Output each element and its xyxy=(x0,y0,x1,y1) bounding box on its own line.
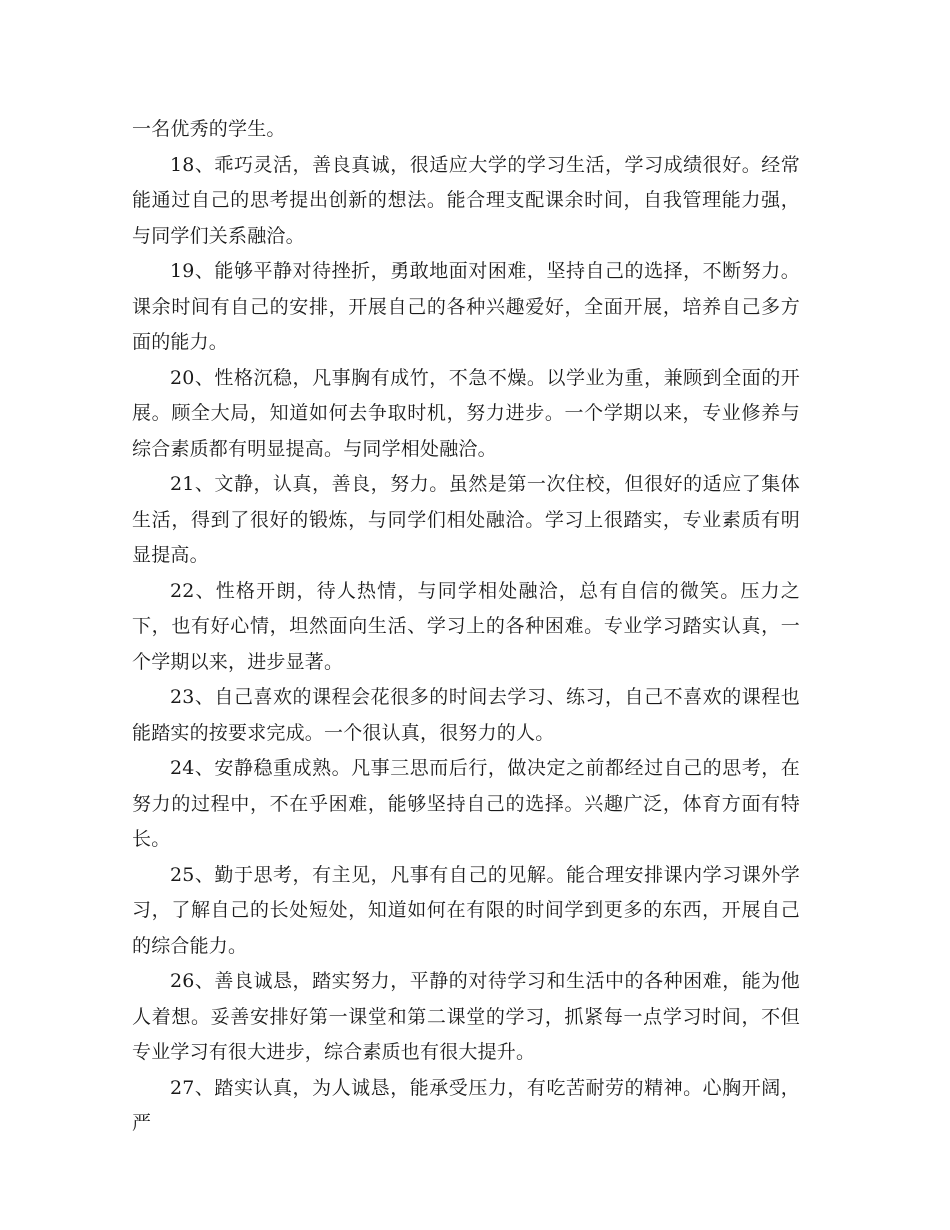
paragraph-continuation: 一名优秀的学生。 xyxy=(132,118,286,140)
paragraph-23: 23、自己喜欢的课程会花很多的时间去学习、练习，自己不喜欢的课程也能踏实的按要求完成。一个很认真，很努力的人。 xyxy=(132,686,800,744)
document-body xyxy=(132,112,800,1142)
paragraph-24: 24、安静稳重成熟。凡事三思而后行，做决定之前都经过自己的思考，在努力的过程中，不在乎困难，能够坚持自己的选择。兴趣广泛，体育方面有特长。 xyxy=(132,757,800,850)
paragraph-22: 22、性格开朗，待人热情，与同学相处融洽，总有自信的微笑。压力之下，也有好心情，坦然面向生活、学习上的各种困难。专业学习踏实认真，一个学期以来，进步显著。 xyxy=(132,579,800,673)
paragraph-26: 26、善良诚恳，踏实努力，平静的对待学习和生活中的各种困难，能为他人着想。妥善安排好第一课堂和第二课堂的学习，抓紧每一点学习时间，不但专业学习有很大进步，综合素质也有很大提升。 xyxy=(132,970,800,1063)
paragraph-19: 19、能够平静对待挫折，勇敢地面对困难，坚持自己的选择，不断努力。课余时间有自己的安排，开展自己的各种兴趣爱好，全面开展，培养自己多方面的能力。 xyxy=(132,260,800,353)
paragraph-20: 20、性格沉稳，凡事胸有成竹，不急不燥。以学业为重，兼顾到全面的开展。顾全大局，知道如何去争取时机，努力进步。一个学期以来，专业修养与综合素质都有明显提高。与同学相处融洽。 xyxy=(132,366,800,460)
paragraph-18: 18、乖巧灵活，善良真诚，很适应大学的学习生活，学习成绩很好。经常能通过自己的思考提出创新的想法。能合理支配课余时间，自我管理能力强，与同学们关系融洽。 xyxy=(132,153,800,247)
paragraph-27: 27、踏实认真，为人诚恳，能承受压力，有吃苦耐劳的精神。心胸开阔，严 xyxy=(132,1076,800,1134)
paragraph-25: 25、勤于思考，有主见，凡事有自己的见解。能合理安排课内学习课外学习，了解自己的长处短处，知道如何在有限的时间学到更多的东西，开展自己的综合能力。 xyxy=(132,863,800,957)
paragraph-21: 21、文静，认真，善良，努力。虽然是第一次住校，但很好的适应了集体生活，得到了很好的锻炼，与同学们相处融洽。学习上很踏实，专业素质有明显提高。 xyxy=(132,473,800,566)
